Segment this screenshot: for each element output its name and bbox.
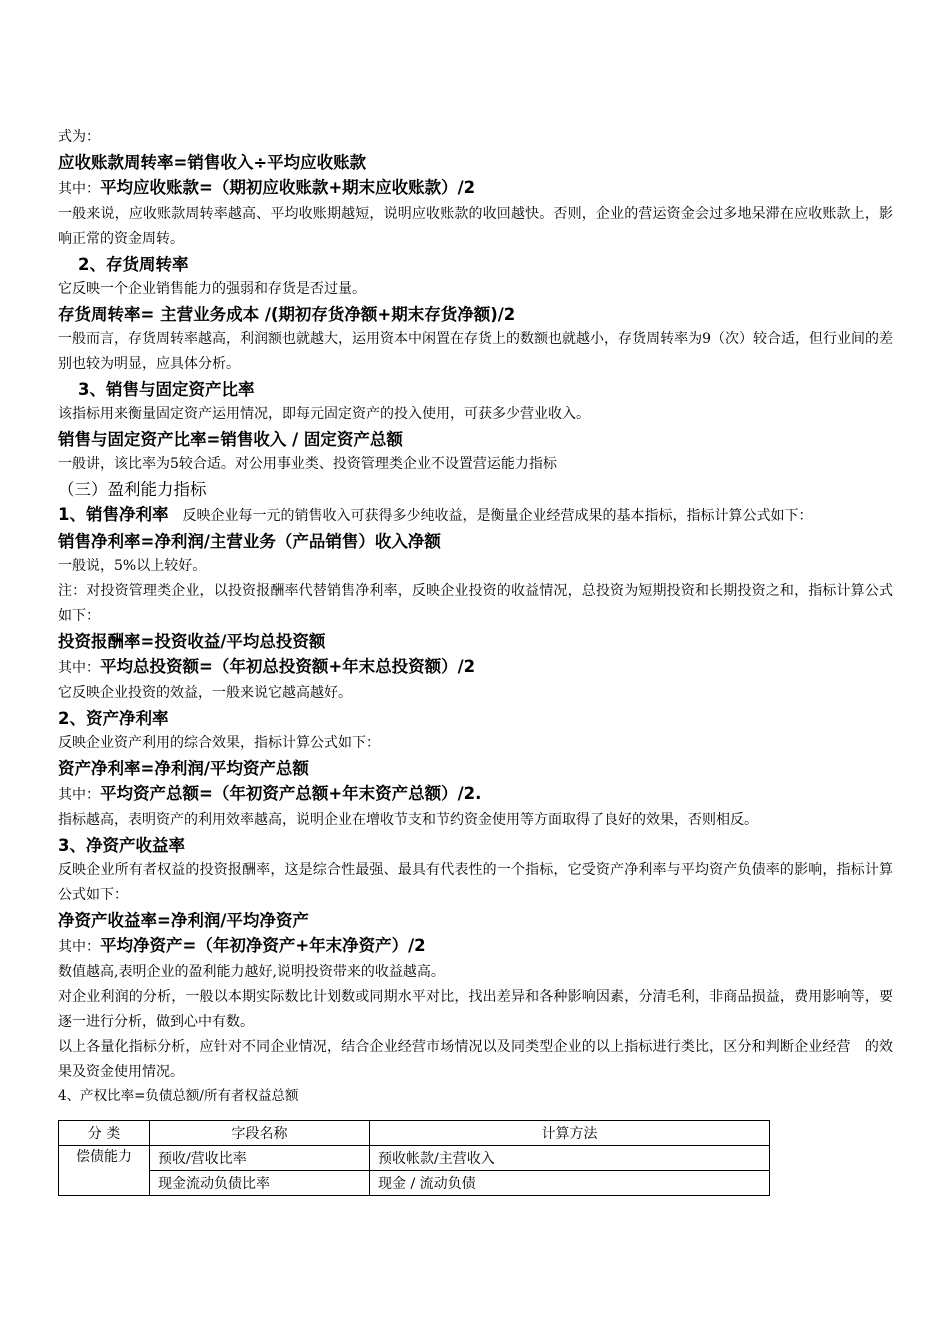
table-header-row — [59, 1121, 770, 1146]
text-line — [58, 781, 893, 808]
formula-return-on-assets: 资产净利率=净利润/平均资产总额 — [58, 759, 309, 778]
text-line — [58, 175, 893, 202]
text-line: 式为： — [58, 129, 100, 145]
text-line — [58, 654, 893, 681]
text-line — [58, 933, 893, 960]
prefix: 其中： — [58, 939, 100, 955]
text-line: 一般说，5%以上较好。 — [58, 558, 207, 574]
prefix: 其中： — [58, 787, 100, 803]
formula-return-on-equity: 净资产收益率=净利润/平均净资产 — [58, 911, 309, 930]
text-line: 指标越高，表明资产的利用效率越高，说明企业在增收节支和节约资金使用等方面取得了良好的效果，否则相反。 — [58, 812, 758, 828]
text-line: 4、产权比率=负债总额/所有者权益总额 — [58, 1088, 299, 1104]
field-name-cell: 预收/营收比率 — [150, 1146, 370, 1171]
paragraph: 注：对投资管理类企业，以投资报酬率代替销售净利率，反映企业投资的收益情况，总投资为短期投资和长期投资之和，指标计算公式如下： — [58, 583, 893, 624]
heading-return-on-equity: 3、净资产收益率 — [58, 836, 185, 855]
formula-net-profit-margin: 销售净利率=净利润/主营业务（产品销售）收入净额 — [58, 532, 441, 551]
paragraph: 一般来说，应收账款周转率越高、平均收账期越短，说明应收账款的收回越快。否则，企业的营运资金会过多地呆滞在应收账款上，影响正常的资金周转。 — [58, 206, 893, 247]
formula-average-receivables: 平均应收账款=（期初应收账款+期末应收账款）/2 — [100, 178, 476, 197]
header-field-name: 字段名称 — [150, 1121, 370, 1146]
formula-average-equity: 平均净资产=（年初净资产+年末净资产）/2 — [100, 936, 426, 955]
paragraph: 以上各量化指标分析，应针对不同企业情况，结合企业经营市场情况以及同类型企业的以上指标进行类比，区分和判断企业经营 的效果及资金使用情况。 — [58, 1039, 893, 1080]
document-body — [58, 125, 893, 1107]
indicator-table — [58, 1120, 770, 1196]
formula-return-on-investment: 投资报酬率=投资收益/平均总投资额 — [58, 632, 326, 651]
paragraph: 一般而言，存货周转率越高，利润额也就越大，运用资本中闲置在存货上的数额也就越小，存货周转率为9（次）较合适，但行业间的差别也较为明显，应具体分析。 — [58, 331, 893, 372]
paragraph: 对企业利润的分析，一般以本期实际数比计划数或同期水平对比，找出差异和各种影响因素，分清毛利，非商品损益，费用影响等，要逐一进行分析，做到心中有数。 — [58, 989, 893, 1030]
prefix: 其中： — [58, 660, 100, 676]
section-profitability: （三）盈利能力指标 — [58, 480, 207, 499]
header-category: 分 类 — [59, 1121, 150, 1146]
heading-net-profit-margin: 1、销售净利率 — [58, 505, 169, 524]
heading-return-on-assets: 2、资产净利率 — [58, 709, 169, 728]
paragraph: 反映企业所有者权益的投资报酬率，这是综合性最强、最具有代表性的一个指标，它受资产净利率与平均资产负债率的影响，指标计算公式如下： — [58, 862, 893, 903]
paragraph-text: 反映企业每一元的销售收入可获得多少纯收益，是衡量企业经营成果的基本指标，指标计算公式如下： — [168, 508, 813, 524]
field-name-cell: 现金流动负债比率 — [150, 1171, 370, 1196]
text-line: 该指标用来衡量固定资产运用情况，即每元固定资产的投入使用，可获多少营业收入。 — [58, 406, 590, 422]
formula-sales-fixed-assets: 销售与固定资产比率=销售收入 / 固定资产总额 — [58, 430, 403, 449]
table-row — [59, 1146, 770, 1171]
calc-method-cell: 现金 / 流动负债 — [370, 1171, 770, 1196]
formula-inventory-turnover: 存货周转率= 主营业务成本 /(期初存货净额+期末存货净额)/2 — [58, 305, 516, 324]
text-line: 数值越高,表明企业的盈利能力越好,说明投资带来的收益越高。 — [58, 964, 445, 980]
prefix: 其中： — [58, 181, 100, 197]
text-line: 反映企业资产利用的综合效果，指标计算公式如下： — [58, 735, 380, 751]
text-line: 它反映企业投资的效益，一般来说它越高越好。 — [58, 685, 352, 701]
header-calc-method: 计算方法 — [370, 1121, 770, 1146]
calc-method-cell: 预收帐款/主营收入 — [370, 1146, 770, 1171]
heading-inventory-turnover: 2、存货周转率 — [78, 255, 189, 274]
formula-average-assets: 平均资产总额=（年初资产总额+年末资产总额）/2. — [100, 784, 482, 803]
text-line: 它反映一个企业销售能力的强弱和存货是否过量。 — [58, 281, 366, 297]
text-line: 一般讲，该比率为5较合适。对公用事业类、投资管理类企业不设置营运能力指标 — [58, 456, 557, 472]
formula-receivables-turnover: 应收账款周转率=销售收入÷平均应收账款 — [58, 153, 367, 172]
category-cell: 偿债能力 — [59, 1146, 150, 1196]
paragraph — [58, 502, 893, 529]
table-row — [59, 1171, 770, 1196]
heading-sales-fixed-assets: 3、销售与固定资产比率 — [78, 380, 255, 399]
formula-average-investment: 平均总投资额=（年初总投资额+年末总投资额）/2 — [100, 657, 476, 676]
